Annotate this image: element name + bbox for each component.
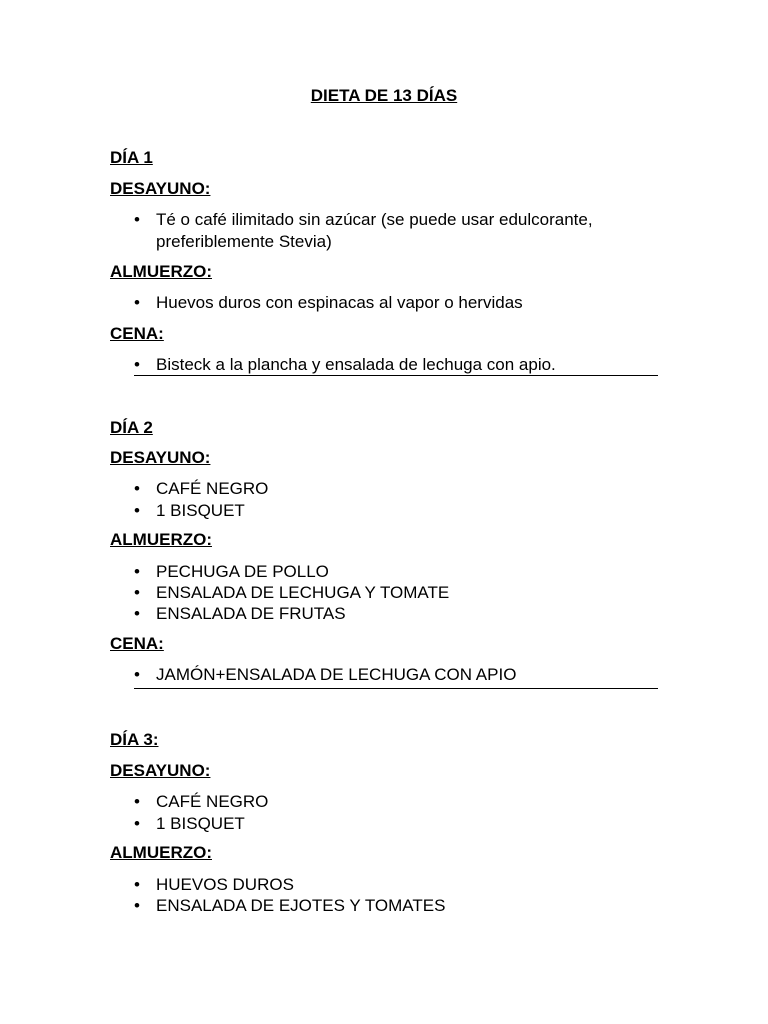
day-1-heading: DÍA 1 — [110, 148, 153, 167]
list-item-text: CAFÉ NEGRO — [156, 479, 269, 498]
list-item — [110, 354, 658, 376]
day-2-section — [110, 418, 658, 686]
day-3-lunch-heading: ALMUERZO: — [110, 843, 212, 862]
list-item-text: CAFÉ NEGRO — [156, 792, 269, 811]
list-item — [110, 561, 658, 582]
day-3-breakfast-heading: DESAYUNO: — [110, 761, 211, 780]
list-item-text: HUEVOS DUROS — [156, 875, 294, 894]
list-item-text: ENSALADA DE EJOTES Y TOMATES — [156, 896, 446, 915]
list-item — [110, 603, 658, 624]
section-divider — [134, 375, 658, 376]
bullet-icon: • — [134, 813, 140, 833]
list-item-text: Bisteck a la plancha y ensalada de lechuga con apio. — [156, 354, 556, 374]
bullet-icon: • — [134, 479, 140, 498]
day-3-heading: DÍA 3: — [110, 730, 159, 749]
list-item-text: Té o café ilimitado sin azúcar (se puede usar edulcorante, — [156, 210, 593, 229]
list-item-continuation — [110, 231, 658, 253]
document-title: DIETA DE 13 DÍAS — [310, 86, 458, 105]
day-2-breakfast-heading: DESAYUNO: — [110, 448, 211, 467]
day-3-lunch-list — [110, 874, 658, 916]
list-item — [110, 478, 658, 500]
bullet-icon: • — [134, 665, 140, 684]
day-1-dinner-heading: CENA: — [110, 323, 164, 343]
list-item — [110, 582, 658, 603]
day-2-dinner-heading: CENA: — [110, 634, 164, 653]
list-item — [110, 292, 658, 314]
day-2-dinner-list — [110, 664, 658, 686]
bullet-icon: • — [134, 562, 140, 581]
bullet-icon: • — [134, 875, 140, 894]
list-item-text: ENSALADA DE FRUTAS — [156, 604, 346, 623]
bullet-icon: • — [134, 583, 140, 602]
list-item — [110, 500, 658, 522]
day-1-breakfast-heading: DESAYUNO: — [110, 179, 211, 198]
list-item — [110, 874, 658, 895]
section-divider — [134, 688, 658, 689]
list-item — [110, 813, 658, 835]
bullet-icon: • — [134, 604, 140, 623]
list-item — [110, 791, 658, 813]
day-1-lunch-heading: ALMUERZO: — [110, 262, 212, 281]
bullet-icon: • — [134, 293, 140, 312]
day-2-heading: DÍA 2 — [110, 418, 153, 437]
day-1-lunch-list — [110, 292, 658, 314]
list-item-text: JAMÓN+ENSALADA DE LECHUGA CON APIO — [156, 665, 517, 684]
day-2-breakfast-list — [110, 478, 658, 521]
bullet-icon: • — [134, 792, 140, 811]
bullet-icon: • — [134, 210, 140, 229]
bullet-icon: • — [134, 500, 140, 520]
day-2-lunch-heading: ALMUERZO: — [110, 530, 212, 549]
day-2-lunch-list — [110, 561, 658, 624]
day-1-dinner-list — [110, 354, 658, 376]
list-item — [110, 664, 658, 686]
list-item-text: PECHUGA DE POLLO — [156, 562, 329, 581]
bullet-icon: • — [134, 896, 140, 915]
list-item — [110, 895, 658, 916]
list-item-text: 1 BISQUET — [156, 813, 245, 833]
day-1-section — [110, 148, 658, 375]
day-3-breakfast-list — [110, 791, 658, 834]
list-item-text: 1 BISQUET — [156, 500, 245, 520]
list-item-text: Huevos duros con espinacas al vapor o hervidas — [156, 293, 523, 312]
list-item-text: preferiblemente Stevia) — [156, 232, 332, 251]
list-item-text: ENSALADA DE LECHUGA Y TOMATE — [156, 583, 450, 602]
day-3-section — [110, 730, 658, 916]
list-item — [110, 209, 658, 231]
day-1-breakfast-list — [110, 209, 658, 253]
bullet-icon: • — [134, 354, 140, 374]
